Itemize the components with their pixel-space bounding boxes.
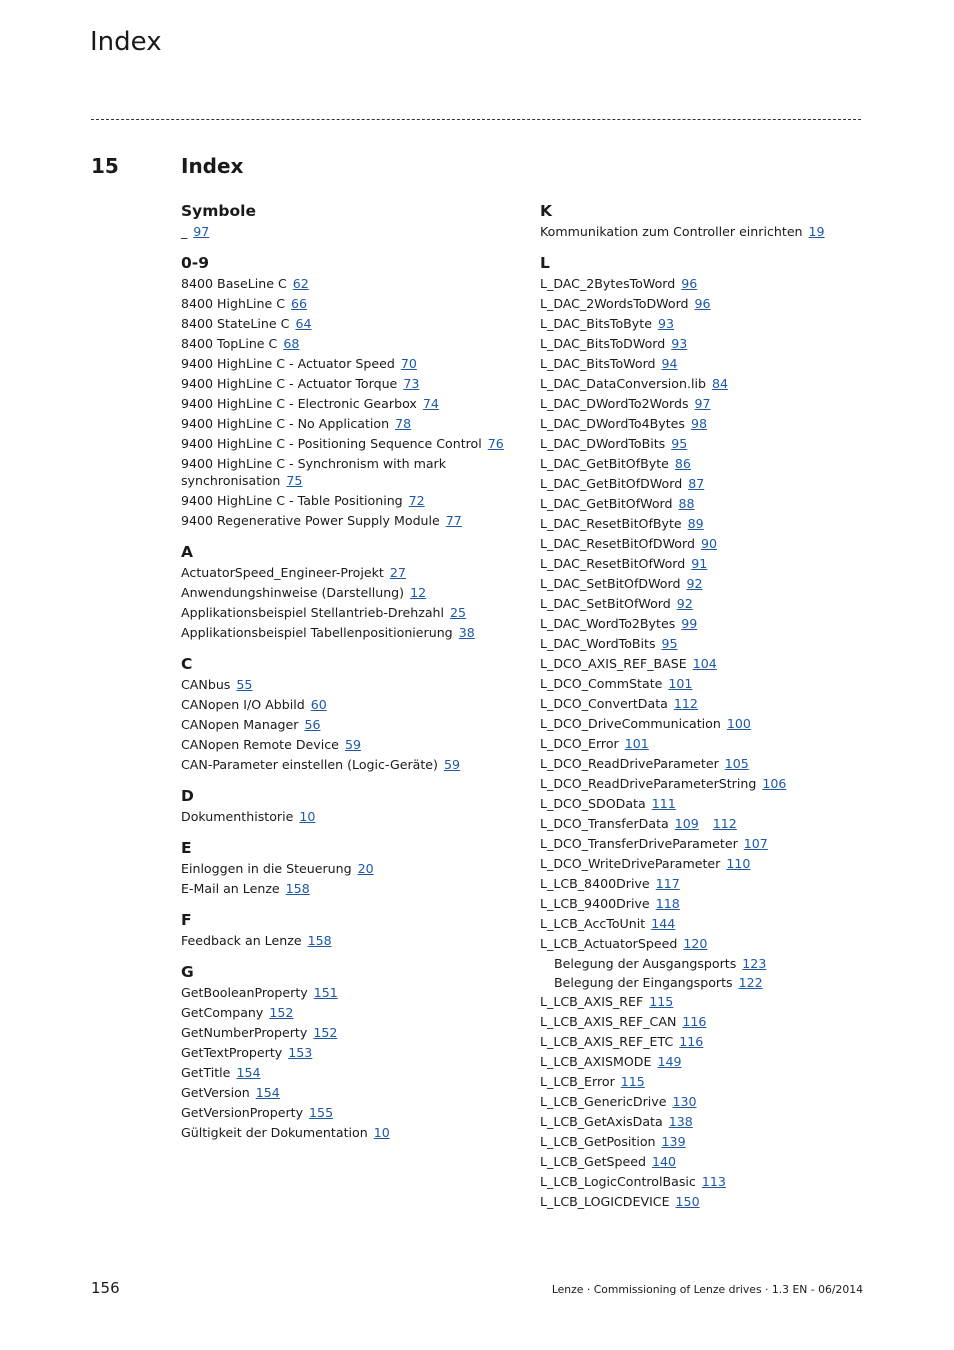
index-term: L_DAC_BitsToDWord	[540, 336, 666, 351]
index-term: L_DAC_GetBitOfWord	[540, 496, 673, 511]
page-reference-link[interactable]: 138	[668, 1114, 693, 1129]
page-reference-link[interactable]: 149	[657, 1054, 682, 1069]
page-reference-link[interactable]: 87	[688, 476, 705, 491]
index-term: L_LCB_Error	[540, 1074, 615, 1089]
index-column-left	[181, 201, 511, 1154]
index-term: 9400 HighLine C - Positioning Sequence Control	[181, 436, 482, 451]
index-column-right	[540, 201, 870, 1223]
index-term: L_LCB_AXIS_REF_ETC	[540, 1034, 674, 1049]
index-term: CANopen I/O Abbild	[181, 697, 305, 712]
index-section	[181, 654, 511, 773]
index-term: L_DAC_DWordToBits	[540, 436, 666, 451]
index-entry	[540, 475, 870, 492]
index-section	[540, 253, 870, 1210]
index-entry	[181, 355, 511, 372]
index-entry	[540, 775, 870, 792]
page-reference-link[interactable]: 123	[742, 956, 767, 971]
page-reference-link[interactable]: 94	[661, 356, 678, 371]
page-reference-link[interactable]: 151	[313, 985, 338, 1000]
index-entry	[540, 295, 870, 312]
page-reference-link[interactable]: 112	[712, 816, 737, 831]
page-reference-link[interactable]: 115	[620, 1074, 645, 1089]
index-entry	[540, 675, 870, 692]
page-reference-link[interactable]: 139	[661, 1134, 686, 1149]
index-term: L_LCB_AXISMODE	[540, 1054, 652, 1069]
index-subentry	[540, 974, 870, 991]
page-reference-link[interactable]: 93	[671, 336, 688, 351]
index-term: Applikationsbeispiel Stellantrieb-Drehzahl	[181, 605, 445, 620]
index-term: L_DCO_Error	[540, 736, 619, 751]
index-entry	[181, 716, 511, 733]
index-term: L_DAC_ResetBitOfWord	[540, 556, 686, 571]
index-term: L_DCO_WriteDriveParameter	[540, 856, 721, 871]
index-letter-heading: C	[181, 655, 193, 673]
page-reference-link[interactable]: 10	[373, 1125, 390, 1140]
index-term: L_DAC_ResetBitOfByte	[540, 516, 682, 531]
index-term: 8400 StateLine C	[181, 316, 290, 331]
page-reference-link[interactable]: 116	[682, 1014, 707, 1029]
index-entry	[181, 564, 511, 581]
page-reference-link[interactable]: 59	[344, 737, 361, 752]
page-reference-link[interactable]: 150	[675, 1194, 700, 1209]
page-reference-link[interactable]: 38	[458, 625, 475, 640]
index-term: L_LCB_LogicControlBasic	[540, 1174, 696, 1189]
index-entry	[540, 815, 870, 832]
index-letter-heading: L	[540, 254, 550, 272]
index-term: L_DCO_SDOData	[540, 796, 646, 811]
page-reference-link[interactable]: 66	[291, 296, 308, 311]
index-entry	[540, 275, 870, 292]
index-term: 9400 HighLine C - Actuator Speed	[181, 356, 395, 371]
index-entry	[540, 595, 870, 612]
page-reference-link[interactable]: 89	[687, 516, 704, 531]
index-term: L_DAC_BitsToWord	[540, 356, 656, 371]
index-entry	[540, 1013, 870, 1030]
index-entry	[181, 1104, 511, 1121]
index-term: GetCompany	[181, 1005, 264, 1020]
page-reference-link[interactable]: 110	[726, 856, 751, 871]
page-reference-link[interactable]: 154	[255, 1085, 280, 1100]
index-entry	[540, 435, 870, 452]
index-entry	[540, 635, 870, 652]
page-reference-link[interactable]: 158	[285, 881, 310, 896]
index-term: L_DCO_AXIS_REF_BASE	[540, 656, 687, 671]
index-entry	[181, 932, 511, 949]
index-term: L_DAC_SetBitOfDWord	[540, 576, 681, 591]
index-entry	[540, 695, 870, 712]
index-entry	[181, 584, 511, 601]
index-term: L_DAC_SetBitOfWord	[540, 596, 671, 611]
index-term: CANopen Remote Device	[181, 737, 339, 752]
page-reference-link[interactable]: 158	[307, 933, 332, 948]
index-term: 9400 HighLine C - Actuator Torque	[181, 376, 398, 391]
index-entry	[181, 455, 511, 489]
index-entry	[540, 915, 870, 932]
index-term: Kommunikation zum Controller einrichten	[540, 224, 803, 239]
page-reference-link[interactable]: 97	[694, 396, 711, 411]
index-term: L_DAC_2BytesToWord	[540, 276, 676, 291]
page-reference-link[interactable]: 93	[657, 316, 674, 331]
index-entry	[181, 1004, 511, 1021]
index-term: L_DCO_DriveCommunication	[540, 716, 721, 731]
index-letter-heading: Symbole	[181, 202, 256, 220]
index-letter-heading: 0-9	[181, 254, 210, 272]
index-section	[181, 201, 511, 240]
page-reference-link[interactable]: 25	[450, 605, 467, 620]
page-reference-link[interactable]: 118	[655, 896, 680, 911]
index-entry	[181, 415, 511, 432]
index-entry	[540, 655, 870, 672]
page-reference-link[interactable]: 117	[655, 876, 680, 891]
index-entry	[540, 1073, 870, 1090]
page-reference-link[interactable]: 92	[686, 576, 703, 591]
index-entry	[181, 624, 511, 641]
index-entry	[181, 880, 511, 897]
index-entry	[540, 375, 870, 392]
index-entry	[540, 1093, 870, 1110]
index-term: L_LCB_9400Drive	[540, 896, 650, 911]
index-entry	[181, 395, 511, 412]
page-reference-link[interactable]: 76	[487, 436, 504, 451]
index-entry	[540, 355, 870, 372]
index-term: L_DCO_TransferData	[540, 816, 669, 831]
index-entry	[181, 860, 511, 877]
page-reference-link[interactable]: 88	[678, 496, 695, 511]
index-term: L_DAC_DWordTo4Bytes	[540, 416, 685, 431]
index-entry	[540, 535, 870, 552]
index-letter-heading: F	[181, 911, 192, 929]
index-term: L_LCB_8400Drive	[540, 876, 650, 891]
index-entry	[540, 855, 870, 872]
index-entry	[540, 1033, 870, 1050]
page-reference-link[interactable]: 92	[676, 596, 693, 611]
index-term: GetVersionProperty	[181, 1105, 304, 1120]
index-entry	[181, 492, 511, 509]
index-term: L_LCB_GetAxisData	[540, 1114, 663, 1129]
index-term: L_DCO_CommState	[540, 676, 663, 691]
index-section	[181, 962, 511, 1141]
index-entry	[181, 512, 511, 529]
running-header-title: Index	[90, 27, 162, 57]
page-reference-link[interactable]: 95	[671, 436, 688, 451]
index-entry	[181, 604, 511, 621]
index-section	[181, 253, 511, 529]
page-reference-link[interactable]: 96	[694, 296, 711, 311]
header-divider	[91, 119, 861, 120]
page-reference-link[interactable]: 99	[681, 616, 698, 631]
page-reference-link[interactable]: 122	[738, 975, 763, 990]
index-entry	[540, 875, 870, 892]
index-entry	[540, 1133, 870, 1150]
page-reference-link[interactable]: 10	[299, 809, 316, 824]
chapter-title: Index	[181, 154, 244, 178]
page-reference-link[interactable]: 12	[410, 585, 427, 600]
index-term: 9400 Regenerative Power Supply Module	[181, 513, 440, 528]
chapter-number: 15	[91, 154, 119, 178]
page-reference-link[interactable]: 116	[679, 1034, 704, 1049]
index-term: L_DAC_DWordTo2Words	[540, 396, 689, 411]
index-term: Applikationsbeispiel Tabellenpositionierung	[181, 625, 453, 640]
index-entry	[540, 555, 870, 572]
page-reference-link[interactable]: 72	[408, 493, 425, 508]
index-term: Gültigkeit der Dokumentation	[181, 1125, 368, 1140]
index-entry	[181, 435, 511, 452]
page-reference-link[interactable]: 84	[711, 376, 728, 391]
index-entry	[540, 755, 870, 772]
index-term: E-Mail an Lenze	[181, 881, 280, 896]
index-term: CAN-Parameter einstellen (Logic-Geräte)	[181, 757, 438, 772]
index-entry	[181, 736, 511, 753]
page-reference-link[interactable]: 112	[673, 696, 698, 711]
index-entry	[540, 335, 870, 352]
index-entry	[540, 895, 870, 912]
index-term: _	[181, 224, 188, 239]
index-entry	[540, 1173, 870, 1190]
page-reference-link[interactable]: 106	[762, 776, 787, 791]
index-entry	[181, 984, 511, 1001]
page-reference-link[interactable]: 60	[310, 697, 327, 712]
index-letter-heading: A	[181, 543, 193, 561]
index-entry	[181, 1024, 511, 1041]
index-term: 8400 TopLine C	[181, 336, 278, 351]
index-term: GetVersion	[181, 1085, 250, 1100]
index-term: CANbus	[181, 677, 231, 692]
index-entry	[540, 415, 870, 432]
index-entry	[540, 835, 870, 852]
page-reference-link[interactable]: 109	[674, 816, 699, 831]
index-term: GetTitle	[181, 1065, 231, 1080]
index-term: Belegung der Eingangsports	[554, 975, 733, 990]
index-term: L_LCB_GenericDrive	[540, 1094, 667, 1109]
index-entry	[181, 295, 511, 312]
index-entry	[540, 315, 870, 332]
index-entry	[181, 275, 511, 292]
page-reference-link[interactable]: 77	[445, 513, 462, 528]
page-reference-link[interactable]: 91	[691, 556, 708, 571]
footer-page-number: 156	[91, 1279, 120, 1297]
page-reference-link[interactable]: 140	[651, 1154, 677, 1169]
index-entry	[181, 315, 511, 332]
page-reference-link[interactable]: 153	[288, 1045, 313, 1060]
index-term: GetTextProperty	[181, 1045, 283, 1060]
page-reference-link[interactable]: 113	[701, 1174, 726, 1189]
index-entry	[540, 715, 870, 732]
page-reference-link[interactable]: 105	[724, 756, 749, 771]
page-reference-link[interactable]: 55	[236, 677, 253, 692]
index-term: Feedback an Lenze	[181, 933, 302, 948]
page-reference-link[interactable]: 90	[700, 536, 717, 551]
index-term: GetNumberProperty	[181, 1025, 308, 1040]
index-term: L_DAC_GetBitOfDWord	[540, 476, 683, 491]
index-term: L_DAC_WordTo2Bytes	[540, 616, 676, 631]
index-term: L_LCB_LOGICDEVICE	[540, 1194, 670, 1209]
index-term: 9400 HighLine C - Electronic Gearbox	[181, 396, 417, 411]
page-reference-link[interactable]: 120	[683, 936, 708, 951]
index-term: L_DCO_ReadDriveParameterString	[540, 776, 757, 791]
index-letter-heading: K	[540, 202, 553, 220]
index-entry	[540, 735, 870, 752]
index-term: L_LCB_GetSpeed	[540, 1154, 646, 1169]
index-letter-heading: D	[181, 787, 194, 805]
index-term: L_LCB_AXIS_REF_CAN	[540, 1014, 677, 1029]
footer-publication-info: Lenze · Commissioning of Lenze drives · 1.3 EN - 06/2014	[551, 1283, 863, 1296]
index-term: 9400 HighLine C - No Application	[181, 416, 390, 431]
index-entry	[181, 808, 511, 825]
index-term: L_DAC_DataConversion.lib	[540, 376, 706, 391]
index-entry	[540, 395, 870, 412]
page-reference-link[interactable]: 95	[661, 636, 678, 651]
index-term: L_DAC_ResetBitOfDWord	[540, 536, 695, 551]
index-entry	[540, 1153, 870, 1170]
index-term: 8400 HighLine C	[181, 296, 286, 311]
page-reference-link[interactable]: 152	[269, 1005, 294, 1020]
index-entry	[181, 696, 511, 713]
index-section	[540, 201, 870, 240]
index-term: L_DAC_GetBitOfByte	[540, 456, 669, 471]
index-entry	[540, 455, 870, 472]
page-reference-link[interactable]: 86	[674, 456, 691, 471]
index-entry	[181, 1124, 511, 1141]
index-term: L_DAC_BitsToByte	[540, 316, 652, 331]
index-term: L_DCO_TransferDriveParameter	[540, 836, 738, 851]
index-term: L_DAC_2WordsToDWord	[540, 296, 689, 311]
index-term: CANopen Manager	[181, 717, 299, 732]
page-reference-link[interactable]: 78	[395, 416, 412, 431]
page-reference-link[interactable]: 155	[309, 1105, 334, 1120]
page-reference-link[interactable]: 96	[681, 276, 698, 291]
index-entry	[540, 795, 870, 812]
page-reference-link[interactable]: 144	[651, 916, 676, 931]
index-term: L_LCB_AccToUnit	[540, 916, 646, 931]
page-reference-link[interactable]: 100	[726, 716, 751, 731]
index-term: L_LCB_AXIS_REF	[540, 994, 644, 1009]
index-entry	[181, 676, 511, 693]
page-reference-link[interactable]: 59	[443, 757, 460, 772]
page-reference-link[interactable]: 107	[743, 836, 768, 851]
index-term: Belegung der Ausgangsports	[554, 956, 737, 971]
index-section	[181, 542, 511, 641]
index-entry	[540, 935, 870, 952]
index-term: Einloggen in die Steuerung	[181, 861, 352, 876]
page-reference-link[interactable]: 130	[672, 1094, 697, 1109]
page-reference-link[interactable]: 68	[283, 336, 300, 351]
index-entry	[540, 515, 870, 532]
page-reference-link[interactable]: 75	[286, 473, 303, 488]
index-term: L_DCO_ConvertData	[540, 696, 668, 711]
index-letter-heading: G	[181, 963, 194, 981]
page-reference-link[interactable]: 20	[357, 861, 374, 876]
index-term: ActuatorSpeed_Engineer-Projekt	[181, 565, 384, 580]
page-reference-link[interactable]: 73	[403, 376, 420, 391]
index-section	[181, 786, 511, 825]
index-term: L_LCB_GetPosition	[540, 1134, 656, 1149]
page-reference-link[interactable]: 56	[304, 717, 321, 732]
index-term: L_DCO_ReadDriveParameter	[540, 756, 719, 771]
page-reference-link[interactable]: 101	[668, 676, 693, 691]
page-reference-link[interactable]: 64	[295, 316, 312, 331]
index-entry	[181, 756, 511, 773]
index-letter-heading: E	[181, 839, 192, 857]
index-term: L_LCB_ActuatorSpeed	[540, 936, 678, 951]
index-section	[181, 910, 511, 949]
index-entry	[181, 375, 511, 392]
index-term: Anwendungshinweise (Darstellung)	[181, 585, 405, 600]
index-entry	[181, 1064, 511, 1081]
index-entry	[540, 1193, 870, 1210]
index-entry	[181, 1084, 511, 1101]
page-reference-link[interactable]: 98	[690, 416, 707, 431]
index-term: 9400 HighLine C - Synchronism with mark synchronisation	[181, 456, 447, 488]
page-reference-link[interactable]: 104	[692, 656, 717, 671]
index-entry	[540, 1053, 870, 1070]
page-reference-link[interactable]: 154	[236, 1065, 261, 1080]
index-term: 9400 HighLine C - Table Positioning	[181, 493, 403, 508]
index-entry	[181, 335, 511, 352]
page-reference-link[interactable]: 74	[422, 396, 439, 411]
page-reference-link[interactable]: 19	[808, 224, 825, 239]
index-entry	[181, 223, 511, 240]
page-reference-link[interactable]: 152	[313, 1025, 338, 1040]
page-reference-link[interactable]: 101	[624, 736, 649, 751]
page-reference-link[interactable]: 111	[651, 796, 676, 811]
page-reference-link[interactable]: 115	[649, 994, 674, 1009]
index-term: L_DAC_WordToBits	[540, 636, 656, 651]
index-entry	[181, 1044, 511, 1061]
index-entry	[540, 615, 870, 632]
page-reference-link[interactable]: 70	[400, 356, 417, 371]
page-reference-link[interactable]: 62	[292, 276, 309, 291]
index-entry	[540, 575, 870, 592]
page-reference-link[interactable]: 97	[193, 224, 210, 239]
index-entry	[540, 993, 870, 1010]
index-term: Dokumenthistorie	[181, 809, 294, 824]
index-entry	[540, 1113, 870, 1130]
index-entry	[540, 223, 870, 240]
index-term: GetBooleanProperty	[181, 985, 308, 1000]
index-entry	[540, 495, 870, 512]
index-subentry	[540, 955, 870, 972]
page-reference-link[interactable]: 27	[389, 565, 406, 580]
index-section	[181, 838, 511, 897]
index-term: 8400 BaseLine C	[181, 276, 287, 291]
